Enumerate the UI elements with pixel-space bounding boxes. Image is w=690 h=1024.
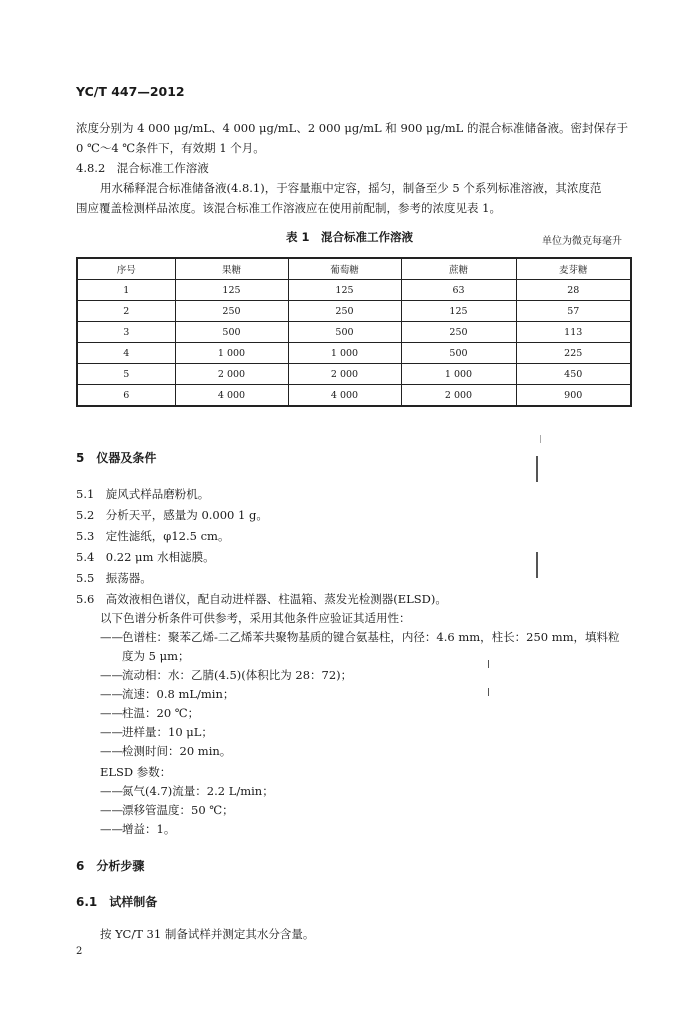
condition-detection-time: ——检测时间：20 min。 (100, 744, 232, 758)
table-cell: 113 (516, 322, 631, 343)
scan-artifact-line (536, 552, 538, 578)
table-cell: 2 000 (175, 364, 288, 385)
table-cell: 900 (516, 385, 631, 407)
section-4-8-2-line-1: 用水稀释混合标准储备液(4.8.1)，于容量瓶中定容，摇匀，制备至少 5 个系列标准溶液，其浓度范 (100, 181, 602, 195)
table-unit: 单位为微克每毫升 (542, 236, 622, 247)
intro-line-1: 浓度分别为 4 000 μg/mL、4 000 μg/mL、2 000 μg/mL 和 900 μg/mL 的混合标准储备液。密封保存于 (76, 121, 628, 135)
table-cell: 500 (401, 343, 516, 364)
header-sucrose: 蔗糖 (401, 258, 516, 280)
table-cell: 250 (175, 301, 288, 322)
table-cell: 250 (401, 322, 516, 343)
section-5-heading: 5 仪器及条件 (76, 451, 157, 465)
header-fructose: 果糖 (175, 258, 288, 280)
table-cell: 500 (175, 322, 288, 343)
condition-column-cont: 度为 5 μm； (122, 649, 190, 663)
section-4-8-2-line-2: 围应覆盖检测样品浓度。该混合标准工作溶液应在使用前配制，参考的浓度见表 1。 (76, 201, 501, 215)
section-4-8-2-heading: 4.8.2 混合标准工作溶液 (76, 161, 209, 175)
table-cell: 5 (77, 364, 175, 385)
table-cell: 28 (516, 280, 631, 301)
table-row (77, 301, 631, 322)
condition-injection: ——进样量：10 μL； (100, 725, 213, 739)
scan-artifact-line (536, 456, 538, 482)
scan-artifact-line (488, 688, 489, 696)
item-5-1: 5.1 旋风式样品磨粉机。 (76, 487, 210, 501)
table-cell: 63 (401, 280, 516, 301)
table-cell: 57 (516, 301, 631, 322)
table-cell: 1 000 (175, 343, 288, 364)
scan-artifact-line (540, 435, 541, 443)
intro-line-2: 0 ℃～4 ℃条件下，有效期 1 个月。 (76, 141, 265, 155)
condition-column-temp: ——柱温：20 ℃； (100, 706, 200, 720)
header-glucose: 葡萄糖 (288, 258, 401, 280)
mixed-standard-table (76, 257, 632, 407)
table-cell: 2 000 (401, 385, 516, 407)
table-cell: 125 (288, 280, 401, 301)
table-row (77, 322, 631, 343)
table-row (77, 385, 631, 407)
table-cell: 250 (288, 301, 401, 322)
header-maltose: 麦芽糖 (516, 258, 631, 280)
item-5-6: 5.6 高效液相色谱仪，配自动进样器、柱温箱、蒸发光检测器(ELSD)。 (76, 592, 447, 606)
table-cell: 125 (401, 301, 516, 322)
document-id: YC/T 447—2012 (76, 84, 185, 99)
table-caption: 表 1 混合标准工作溶液 (286, 230, 414, 244)
elsd-title: ELSD 参数： (100, 765, 172, 779)
condition-flow-rate: ——流速：0.8 mL/min； (100, 687, 235, 701)
condition-mobile-phase: ——流动相：水：乙腈(4.5)(体积比为 28：72)； (100, 668, 353, 682)
item-5-5: 5.5 振荡器。 (76, 571, 152, 585)
table-cell: 225 (516, 343, 631, 364)
table-cell: 1 (77, 280, 175, 301)
table-row (77, 343, 631, 364)
section-6-1-text: 按 YC/T 31 制备试样并测定其水分含量。 (100, 927, 315, 941)
table-cell: 125 (175, 280, 288, 301)
elsd-gain: ——增益：1。 (100, 822, 176, 836)
section-6-1-heading: 6.1 试样制备 (76, 895, 158, 909)
scan-artifact-line (488, 660, 489, 668)
item-5-4: 5.4 0.22 μm 水相滤膜。 (76, 550, 215, 564)
table-cell: 6 (77, 385, 175, 407)
header-index: 序号 (77, 258, 175, 280)
condition-column: ——色谱柱：聚苯乙烯-二乙烯苯共聚物基质的键合氨基柱，内径：4.6 mm，柱长：250 mm，填料粒 (100, 630, 620, 644)
page-number: 2 (76, 946, 83, 957)
item-5-3: 5.3 定性滤纸，φ12.5 cm。 (76, 529, 230, 543)
elsd-drift-tube: ——漂移管温度：50 ℃； (100, 803, 234, 817)
item-5-2: 5.2 分析天平，感量为 0.000 1 g。 (76, 508, 268, 522)
table-cell: 4 (77, 343, 175, 364)
table-cell: 2 (77, 301, 175, 322)
table-row (77, 364, 631, 385)
table-cell: 3 (77, 322, 175, 343)
reference-note: 以下色谱分析条件可供参考，采用其他条件应验证其适用性： (100, 611, 411, 625)
section-6-heading: 6 分析步骤 (76, 859, 145, 873)
table-cell: 1 000 (288, 343, 401, 364)
table-cell: 4 000 (288, 385, 401, 407)
table-row (77, 280, 631, 301)
elsd-nitrogen: ——氮气(4.7)流量：2.2 L/min； (100, 784, 274, 798)
table-cell: 450 (516, 364, 631, 385)
table-cell: 2 000 (288, 364, 401, 385)
table-cell: 500 (288, 322, 401, 343)
table-cell: 1 000 (401, 364, 516, 385)
table-cell: 4 000 (175, 385, 288, 407)
table-header-row (77, 258, 631, 280)
